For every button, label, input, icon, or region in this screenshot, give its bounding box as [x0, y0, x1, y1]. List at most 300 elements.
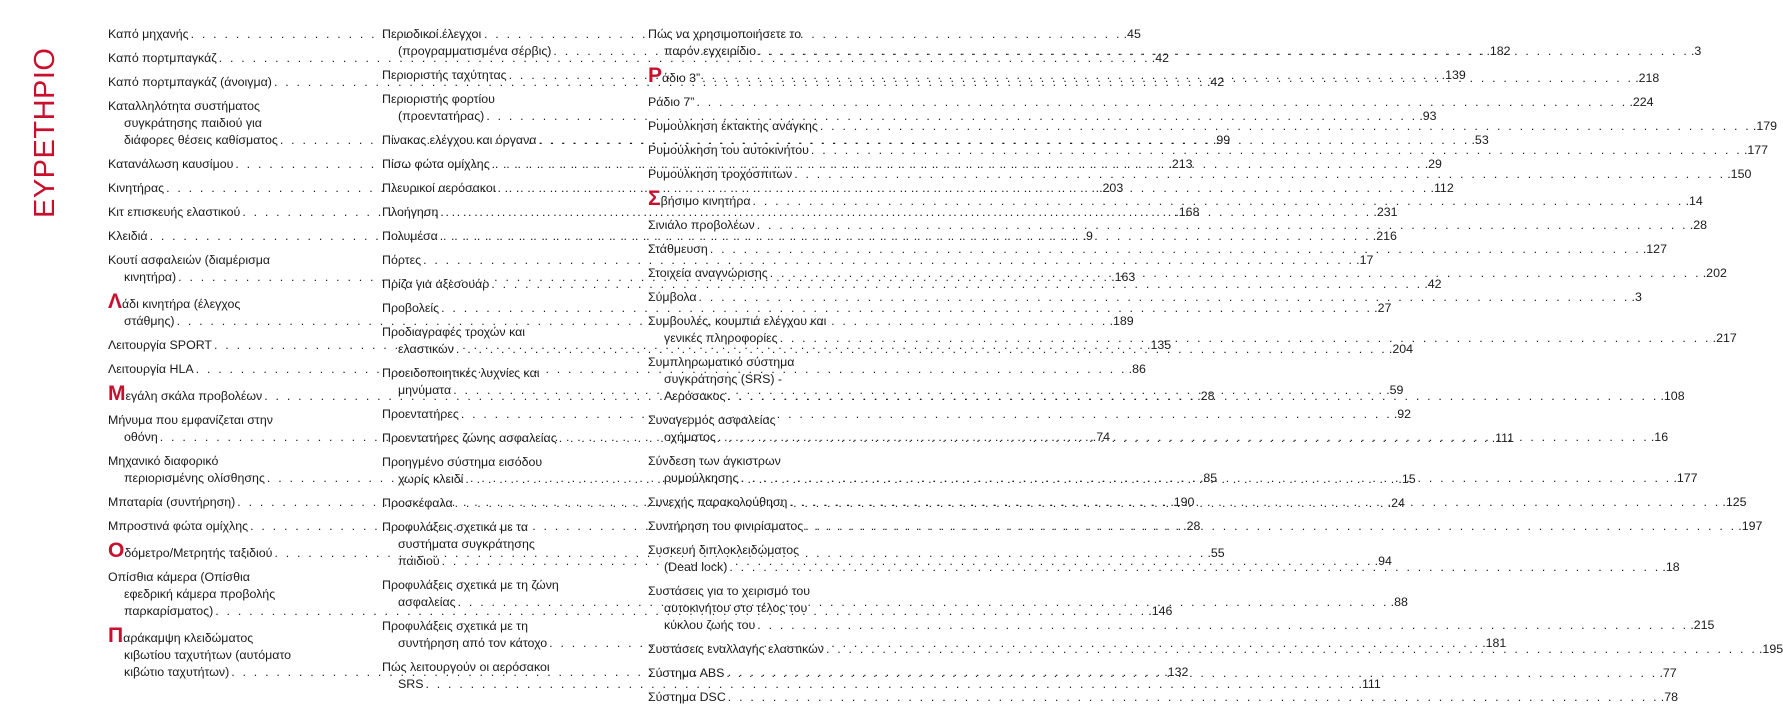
- index-page-number: .85: [1199, 471, 1218, 485]
- index-entry-line: [382, 676, 1381, 693]
- index-entry-line: [382, 618, 642, 635]
- index-entry-text: [382, 577, 559, 594]
- index-entry-label: κιβωτίου ταχυτήτων (αυτόματο: [124, 648, 292, 662]
- index-page-number: .42: [1206, 75, 1225, 89]
- index-page-number: .9: [1082, 229, 1093, 243]
- index-entry-text: [382, 430, 557, 447]
- index-page-number: .139: [1441, 68, 1466, 82]
- index-entry: [648, 94, 1654, 111]
- index-page-number: .28: [1689, 218, 1707, 232]
- index-entry-label: Μπροστινά φώτα ομίχλης: [108, 519, 249, 533]
- index-entry-text: [382, 324, 525, 341]
- index-entry-label: Πλευρικοί αερόσακοι: [382, 181, 496, 195]
- index-entry-line: [648, 289, 1642, 306]
- index-entry-label: οθόνη: [124, 430, 158, 444]
- index-entry-text: [108, 624, 254, 647]
- index-page-number: .77: [1659, 666, 1677, 680]
- index-entry-line: [108, 569, 368, 586]
- index-entry-label: Συσκευή διπλοκλειδώματος: [648, 543, 800, 557]
- section-initial-letter: Σ: [648, 187, 661, 210]
- index-entry-text: [664, 43, 756, 60]
- index-entry-label: Καπό πορτμπαγκάζ (άνοιγμα): [108, 75, 272, 89]
- index-entry-label: παρόν εγχειρίδιο: [664, 44, 756, 58]
- index-entry-label: Πόρτες: [382, 253, 422, 267]
- index-entry-label: Προεντατήρες: [382, 407, 459, 421]
- index-entry-label: Πίνακας ελέγχου και όργανα: [382, 133, 537, 147]
- index-page-number: .15: [1398, 472, 1416, 486]
- index-page-number: .3: [1631, 290, 1642, 304]
- index-page-number: .216: [1372, 229, 1397, 243]
- index-entry-line: [108, 115, 368, 132]
- index-page-number: .127: [1642, 242, 1667, 256]
- index-entry-text: [382, 91, 495, 108]
- index-sidebar-title-graphic: [12, 28, 72, 228]
- index-page-number: .111: [1358, 677, 1381, 691]
- index-entry-label: χωρίς κλειδί: [398, 472, 464, 486]
- index-entry-text: [648, 142, 809, 159]
- index-entry-text: [664, 388, 725, 405]
- dot-leader: [702, 70, 1633, 87]
- index-entry-line: [648, 542, 908, 559]
- index-entry-label: Πώς να χρησιμοποιήσετε το: [648, 27, 802, 41]
- index-entry-label: στάθμης): [124, 314, 175, 328]
- dot-leader: [794, 166, 1725, 183]
- index-entry-text: [124, 429, 158, 446]
- index-page-number: .168: [1175, 205, 1200, 219]
- dot-leader: [757, 217, 1688, 234]
- index-entry-line: [648, 217, 1707, 234]
- index-entry-text: [398, 43, 551, 60]
- index-entry: [382, 300, 1392, 317]
- index-entry-label: Οπίσθια κάμερα (Οπίσθια: [108, 570, 250, 584]
- index-page-number: .86: [1128, 362, 1146, 376]
- index-page-number: .218: [1635, 71, 1660, 85]
- index-entry-line: [648, 354, 908, 371]
- index-entry-text: [398, 108, 484, 125]
- index-entry-text: [664, 330, 778, 347]
- index-entry-text: [648, 64, 701, 87]
- index-entry-text: [648, 26, 801, 43]
- index-entry-text: [124, 647, 291, 664]
- index-entry-text: [648, 118, 818, 135]
- index-entry-text: [382, 180, 496, 197]
- index-page-number: .45: [1123, 27, 1141, 41]
- index-entry-label: Ρυμούλκηση τροχόσπιτων: [648, 167, 793, 181]
- index-entry-text: [382, 495, 453, 512]
- index-page-number: .150: [1727, 167, 1752, 181]
- index-entry-line: [648, 142, 1769, 159]
- index-entry-label: Μπαταρία (συντήρηση): [108, 495, 236, 509]
- index-entry-label: Ρυμούλκηση έκτακτης ανάγκης: [648, 119, 818, 133]
- index-entry-text: [398, 536, 535, 553]
- index-entry-label: Προσκέφαλα: [382, 496, 453, 510]
- index-entry-label: αυτοκινήτου στο τέλος του: [664, 601, 808, 615]
- index-entry-label: (προγραμματισμένα σέρβις): [398, 44, 552, 58]
- index-entry-label: Προφυλάξεις σχετικά με τη ζώνη: [382, 578, 559, 592]
- index-entry-text: [664, 617, 755, 634]
- index-page-number: .94: [1374, 554, 1392, 568]
- index-entry-text: [664, 470, 738, 487]
- index-entry-text: [108, 382, 263, 405]
- index-entry-text: [648, 542, 799, 559]
- index-entry-label: Συμπληρωματικό σύστημα: [648, 355, 795, 369]
- index-entry-label: Καπό πορτμπαγκάζ: [108, 51, 217, 65]
- section-initial-letter: Ρ: [648, 64, 663, 87]
- section-initial-letter: Μ: [108, 382, 126, 405]
- index-page-number: .181: [1482, 636, 1507, 650]
- index-entry-text: [382, 618, 528, 635]
- index-entry: [382, 228, 1397, 245]
- index-entry-text: [398, 471, 463, 488]
- index-entry-text: [648, 518, 803, 535]
- index-entry: [648, 142, 1769, 159]
- index-page-number: .59: [1386, 383, 1404, 397]
- index-entry-text: [664, 371, 782, 388]
- index-entry-text: [648, 453, 781, 470]
- index-entry-text: [382, 659, 550, 676]
- index-entry-label: Σύνδεση των άγκιστρων: [648, 454, 781, 468]
- dot-leader: [811, 142, 1742, 159]
- index-entry-label: Προηγμένο σύστημα εισόδου: [382, 455, 543, 469]
- dot-leader: [458, 594, 1389, 611]
- dot-leader: [726, 665, 1657, 682]
- index-entry-label: Κουτί ασφαλειών (διαμέρισμα: [108, 253, 271, 267]
- index-entry-text: [124, 132, 278, 149]
- index-page-number: .55: [1207, 546, 1225, 560]
- index-entry-label: ασφαλείας: [398, 595, 456, 609]
- index-entry-text: [382, 132, 536, 149]
- index-entry-label: παιδιού: [398, 554, 440, 568]
- index-entry-line: [382, 577, 642, 594]
- index-page-number: .132: [1164, 665, 1189, 679]
- index-page-number: .125: [1722, 495, 1747, 509]
- dot-leader: [727, 388, 1658, 405]
- index-page-number: .204: [1388, 342, 1414, 356]
- index-page-number: .195: [1758, 642, 1783, 656]
- dot-leader: [820, 118, 1751, 135]
- index-entry-text: [648, 689, 726, 706]
- index-entry-line: [108, 252, 368, 269]
- index-entry-text: [382, 276, 489, 293]
- index-entry-text: [108, 74, 272, 91]
- dot-leader: [780, 330, 1711, 347]
- index-page-number: .18: [1662, 560, 1680, 574]
- index-entry-line: [648, 166, 1752, 183]
- index-page-number: .29: [1424, 157, 1442, 171]
- index-entry-label: Κιτ επισκευής ελαστικού: [108, 205, 241, 219]
- index-entry: [648, 217, 1707, 234]
- index-page-number: .215: [1690, 618, 1715, 632]
- index-entry-label: Προφυλάξεις σχετικά με τα: [382, 520, 529, 534]
- index-entry-label: Στοιχεία αναγνώρισης: [648, 266, 768, 280]
- index-entry-text: [108, 518, 248, 535]
- index-entry: [648, 689, 1679, 706]
- index-entry-label: Αερόσακος: [664, 389, 726, 403]
- index-entry-label: Πώς λειτουργούν οι αερόσακοι: [382, 660, 550, 674]
- index-entry-label: Σύμβολα: [648, 290, 697, 304]
- index-entry-text: [664, 429, 716, 446]
- index-entry-label: συντήρηση από τον κάτοχο: [398, 636, 548, 650]
- index-sidebar-title-text: ΕΥΡΕΤΗΡΙΟ: [29, 47, 61, 218]
- index-entry-text: [648, 313, 826, 330]
- index-entry-label: κιβώτιο ταχυτήτων): [124, 665, 230, 679]
- index-entry-label: Προδιαγραφές τροχών και: [382, 325, 526, 339]
- index-entry-line: [382, 228, 1397, 245]
- index-entry-text: [124, 115, 262, 132]
- index-page-number: .112: [1430, 181, 1454, 195]
- index-entry-label: Συμβουλές, κουμπιά ελέγχου και: [648, 314, 827, 328]
- index-entry-label: άδι κινητήρα (έλεγχος: [122, 297, 241, 311]
- index-entry-text: [108, 569, 250, 586]
- index-entry-line: [382, 324, 642, 341]
- index-entry-label: (προεντατήρας): [398, 109, 485, 123]
- index-entry-text: [648, 354, 794, 371]
- index-page-number: .190: [1170, 495, 1195, 509]
- index-entry-label: Κινητήρας: [108, 181, 165, 195]
- index-entry-text: [108, 204, 240, 221]
- index-entry-text: [664, 559, 727, 576]
- index-entry-label: Περιοδικοί έλεγχοι: [382, 27, 482, 41]
- index-entry-line: [648, 371, 908, 388]
- index-entry-label: γενικές πληροφορίες: [664, 331, 778, 345]
- index-entry-text: [124, 603, 213, 620]
- index-page-number: .16: [1650, 430, 1669, 444]
- index-page-number: .146: [1148, 604, 1173, 618]
- index-entry: [648, 118, 1778, 135]
- index-entry-text: [108, 156, 233, 173]
- index-entry-line: [108, 453, 368, 470]
- index-entry-line: [108, 647, 368, 664]
- index-entry-line: [108, 624, 368, 647]
- index-page-number: .213: [1168, 157, 1193, 171]
- index-entry-text: [108, 361, 194, 378]
- index-entry-text: [108, 98, 260, 115]
- index-page-number: .163: [1111, 270, 1136, 284]
- index-page-number: .78: [1660, 690, 1679, 704]
- index-entry-label: μηνύματα: [398, 383, 452, 397]
- index-entry-line: [382, 108, 1437, 125]
- dot-leader: [718, 429, 1649, 446]
- index-page-number: .111: [1491, 431, 1514, 445]
- index-entry-label: ελαστικών: [398, 342, 454, 356]
- index-page-number: .135: [1147, 338, 1172, 352]
- index-entry-text: [382, 519, 528, 536]
- index-page-number: .3: [1690, 44, 1702, 58]
- index-entry-text: [382, 26, 481, 43]
- index-entry-line: [108, 586, 368, 603]
- index-entry-line: [648, 412, 908, 429]
- index-page-number: .93: [1419, 109, 1437, 123]
- index-entry-text: [648, 187, 751, 210]
- index-entry-label: ρυμούλκησης: [664, 471, 739, 485]
- index-entry: [382, 252, 1374, 269]
- index-entry-label: παρκαρίσματος): [124, 604, 214, 618]
- index-page-number: .217: [1712, 331, 1737, 345]
- index-entry-label: SRS: [398, 677, 424, 691]
- index-entry-line: [648, 600, 908, 617]
- index-entry-label: εγάλη σκάλα προβολέων: [125, 389, 263, 403]
- index-entry-label: εφεδρική κάμερα προβολής: [124, 587, 276, 601]
- index-entry-label: Περιοριστής φορτίου: [382, 92, 495, 106]
- index-entry-text: [398, 594, 456, 611]
- index-entry-text: [108, 252, 270, 269]
- index-page-number: .28: [1183, 519, 1201, 533]
- index-page-number: .92: [1393, 407, 1412, 421]
- index-entry-text: [108, 228, 148, 245]
- index-entry-label: Σύστημα DSC: [648, 690, 726, 704]
- dot-leader: [740, 470, 1671, 487]
- dot-leader: [729, 559, 1660, 576]
- index-entry-label: Προφυλάξεις σχετικά με τη: [382, 619, 528, 633]
- index-page-number: .182: [1486, 44, 1511, 58]
- index-entry: [648, 241, 1667, 258]
- dot-leader: [826, 641, 1757, 658]
- index-entry-text: [382, 204, 438, 221]
- index-entry-label: συγκράτησης (SRS) -: [664, 372, 783, 386]
- index-entry-text: [648, 241, 708, 258]
- index-page-number: .28: [1197, 389, 1215, 403]
- index-entry-text: [664, 600, 807, 617]
- index-entry-label: συγκράτησης παιδιού για: [124, 116, 262, 130]
- index-entry-label: Κατανάλωση καυσίμου: [108, 157, 234, 171]
- index-entry-line: [382, 536, 642, 553]
- index-page-number: .179: [1752, 119, 1778, 133]
- index-page-number: .224: [1629, 95, 1654, 109]
- index-entry-line: [382, 365, 642, 382]
- index-entry-text: [108, 50, 217, 67]
- index-entry-text: [108, 412, 273, 429]
- index-entry-text: [108, 539, 273, 562]
- index-entry-label: Μήνυμα που εμφανίζεται στην: [108, 413, 273, 427]
- index-page-number: .108: [1660, 389, 1685, 403]
- index-entry-text: [382, 300, 439, 317]
- index-entry-label: Στάθμευση: [648, 242, 708, 256]
- index-entry-text: [108, 453, 218, 470]
- index-entry-label: διάφορες θέσεις καθίσματος: [124, 133, 278, 147]
- index-entry-label: Συστάσεις εναλλαγής ελαστικών: [648, 642, 824, 656]
- index-entry-text: [382, 454, 542, 471]
- index-entry-label: περιορισμένης ολίσθησης: [124, 471, 265, 485]
- index-entry-text: [648, 94, 694, 111]
- index-page-number: .27: [1374, 301, 1392, 315]
- index-entry-text: [648, 289, 697, 306]
- index-entry-label: Ράδιο 7”: [648, 95, 695, 109]
- dot-leader: [758, 43, 1689, 60]
- index-entry-line: [382, 26, 642, 43]
- index-entry-label: Συστάσεις για το χειρισμό του: [648, 584, 810, 598]
- index-entry-line: [648, 26, 908, 43]
- index-entry-label: Σινιάλο προβολέων: [648, 218, 755, 232]
- index-entry-text: [648, 265, 768, 282]
- index-entry-label: δόμετρο/Μετρητής ταξιδιού: [124, 546, 273, 560]
- index-entry-label: (Dead lock): [664, 560, 728, 574]
- index-entry-text: [398, 382, 451, 399]
- index-entry-text: [398, 635, 547, 652]
- index-page-number: .203: [1099, 181, 1124, 195]
- index-page-number: .14: [1685, 194, 1703, 208]
- index-entry-label: Προειδοποιητικές λυχνίες και: [382, 366, 540, 380]
- index-entry-label: αράκαμψη κλειδώματος: [123, 631, 254, 645]
- index-entry-line: [382, 519, 642, 536]
- index-entry-label: Καπό μηχανής: [108, 27, 189, 41]
- section-initial-letter: Π: [108, 624, 124, 647]
- index-entry-label: συστήματα συγκράτησης: [398, 537, 535, 551]
- index-entry-text: [124, 470, 265, 487]
- index-page-number: .231: [1373, 205, 1398, 219]
- dot-leader: [770, 265, 1701, 282]
- index-sidebar-title: [12, 28, 72, 228]
- index-entry-label: κύκλου ζωής του: [664, 618, 756, 632]
- index-entry-label: Κλειδιά: [108, 229, 148, 243]
- index-entry-text: [648, 217, 755, 234]
- index-entry-line: [648, 241, 1667, 258]
- index-entry-text: [108, 494, 235, 511]
- index-entry-label: Προβολείς: [382, 301, 440, 315]
- dot-leader: [461, 406, 1392, 423]
- index-entry-text: [398, 676, 423, 693]
- dot-leader: [805, 518, 1736, 535]
- index-entry-label: Πίσω φώτα ομίχλης: [382, 157, 490, 171]
- index-entry: [648, 289, 1642, 306]
- index-entry-line: [382, 91, 642, 108]
- index-entry-label: οχήματος: [664, 430, 716, 444]
- index-entry-text: [108, 290, 241, 313]
- index-entry-text: [124, 664, 229, 681]
- index-entry-line: [382, 252, 1374, 269]
- section-initial-letter: Ο: [108, 539, 125, 562]
- dot-leader: [789, 494, 1720, 511]
- index-entry-text: [382, 156, 490, 173]
- index-entry-label: Λειτουργία HLA: [108, 362, 194, 376]
- index-entry-text: [124, 586, 275, 603]
- index-page-number: .24: [1387, 496, 1405, 510]
- index-entry-text: [382, 228, 438, 245]
- index-entry-text: [382, 406, 459, 423]
- index-entry-text: [648, 665, 724, 682]
- index-entry-text: [648, 412, 776, 429]
- index-entry-text: [398, 553, 440, 570]
- dot-leader: [757, 617, 1688, 634]
- index-entry-label: άδιο 3”: [662, 71, 701, 85]
- index-entry-text: [382, 252, 421, 269]
- index-entry-line: [108, 98, 368, 115]
- index-entry-label: Συντήρηση του φινιρίσματος: [648, 519, 804, 533]
- index-entry-label: Περιοριστής ταχύτητας: [382, 68, 507, 82]
- index-entry-label: Συνεχής παρακολούθηση: [648, 495, 788, 509]
- section-initial-letter: Λ: [108, 290, 123, 313]
- index-entry-text: [124, 313, 175, 330]
- index-entry-label: Λειτουργία SPORT: [108, 338, 213, 352]
- index-entry-label: Σύστημα ABS: [648, 666, 725, 680]
- index-entry-text: [648, 166, 792, 183]
- dot-leader: [710, 241, 1641, 258]
- index-entry-line: [382, 300, 1392, 317]
- index-entry-label: Καταλληλότητα συστήματος: [108, 99, 261, 113]
- dot-leader: [728, 689, 1659, 706]
- index-page-number: .42: [1424, 277, 1442, 291]
- index-entry-label: Μηχανικό διαφορικό: [108, 454, 219, 468]
- index-entry-label: βήσιμο κινητήρα: [660, 194, 751, 208]
- index-entry: [648, 166, 1752, 183]
- index-page-number: .99: [1212, 133, 1231, 147]
- index-page-number: .197: [1738, 519, 1763, 533]
- index-page-number: .17: [1356, 253, 1374, 267]
- index-entry-text: [108, 26, 189, 43]
- index-entry-text: [648, 583, 810, 600]
- dot-leader: [696, 94, 1627, 111]
- index-entry-label: Προεντατήρες ζώνης ασφαλείας: [382, 431, 557, 445]
- index-entry-text: [382, 67, 507, 84]
